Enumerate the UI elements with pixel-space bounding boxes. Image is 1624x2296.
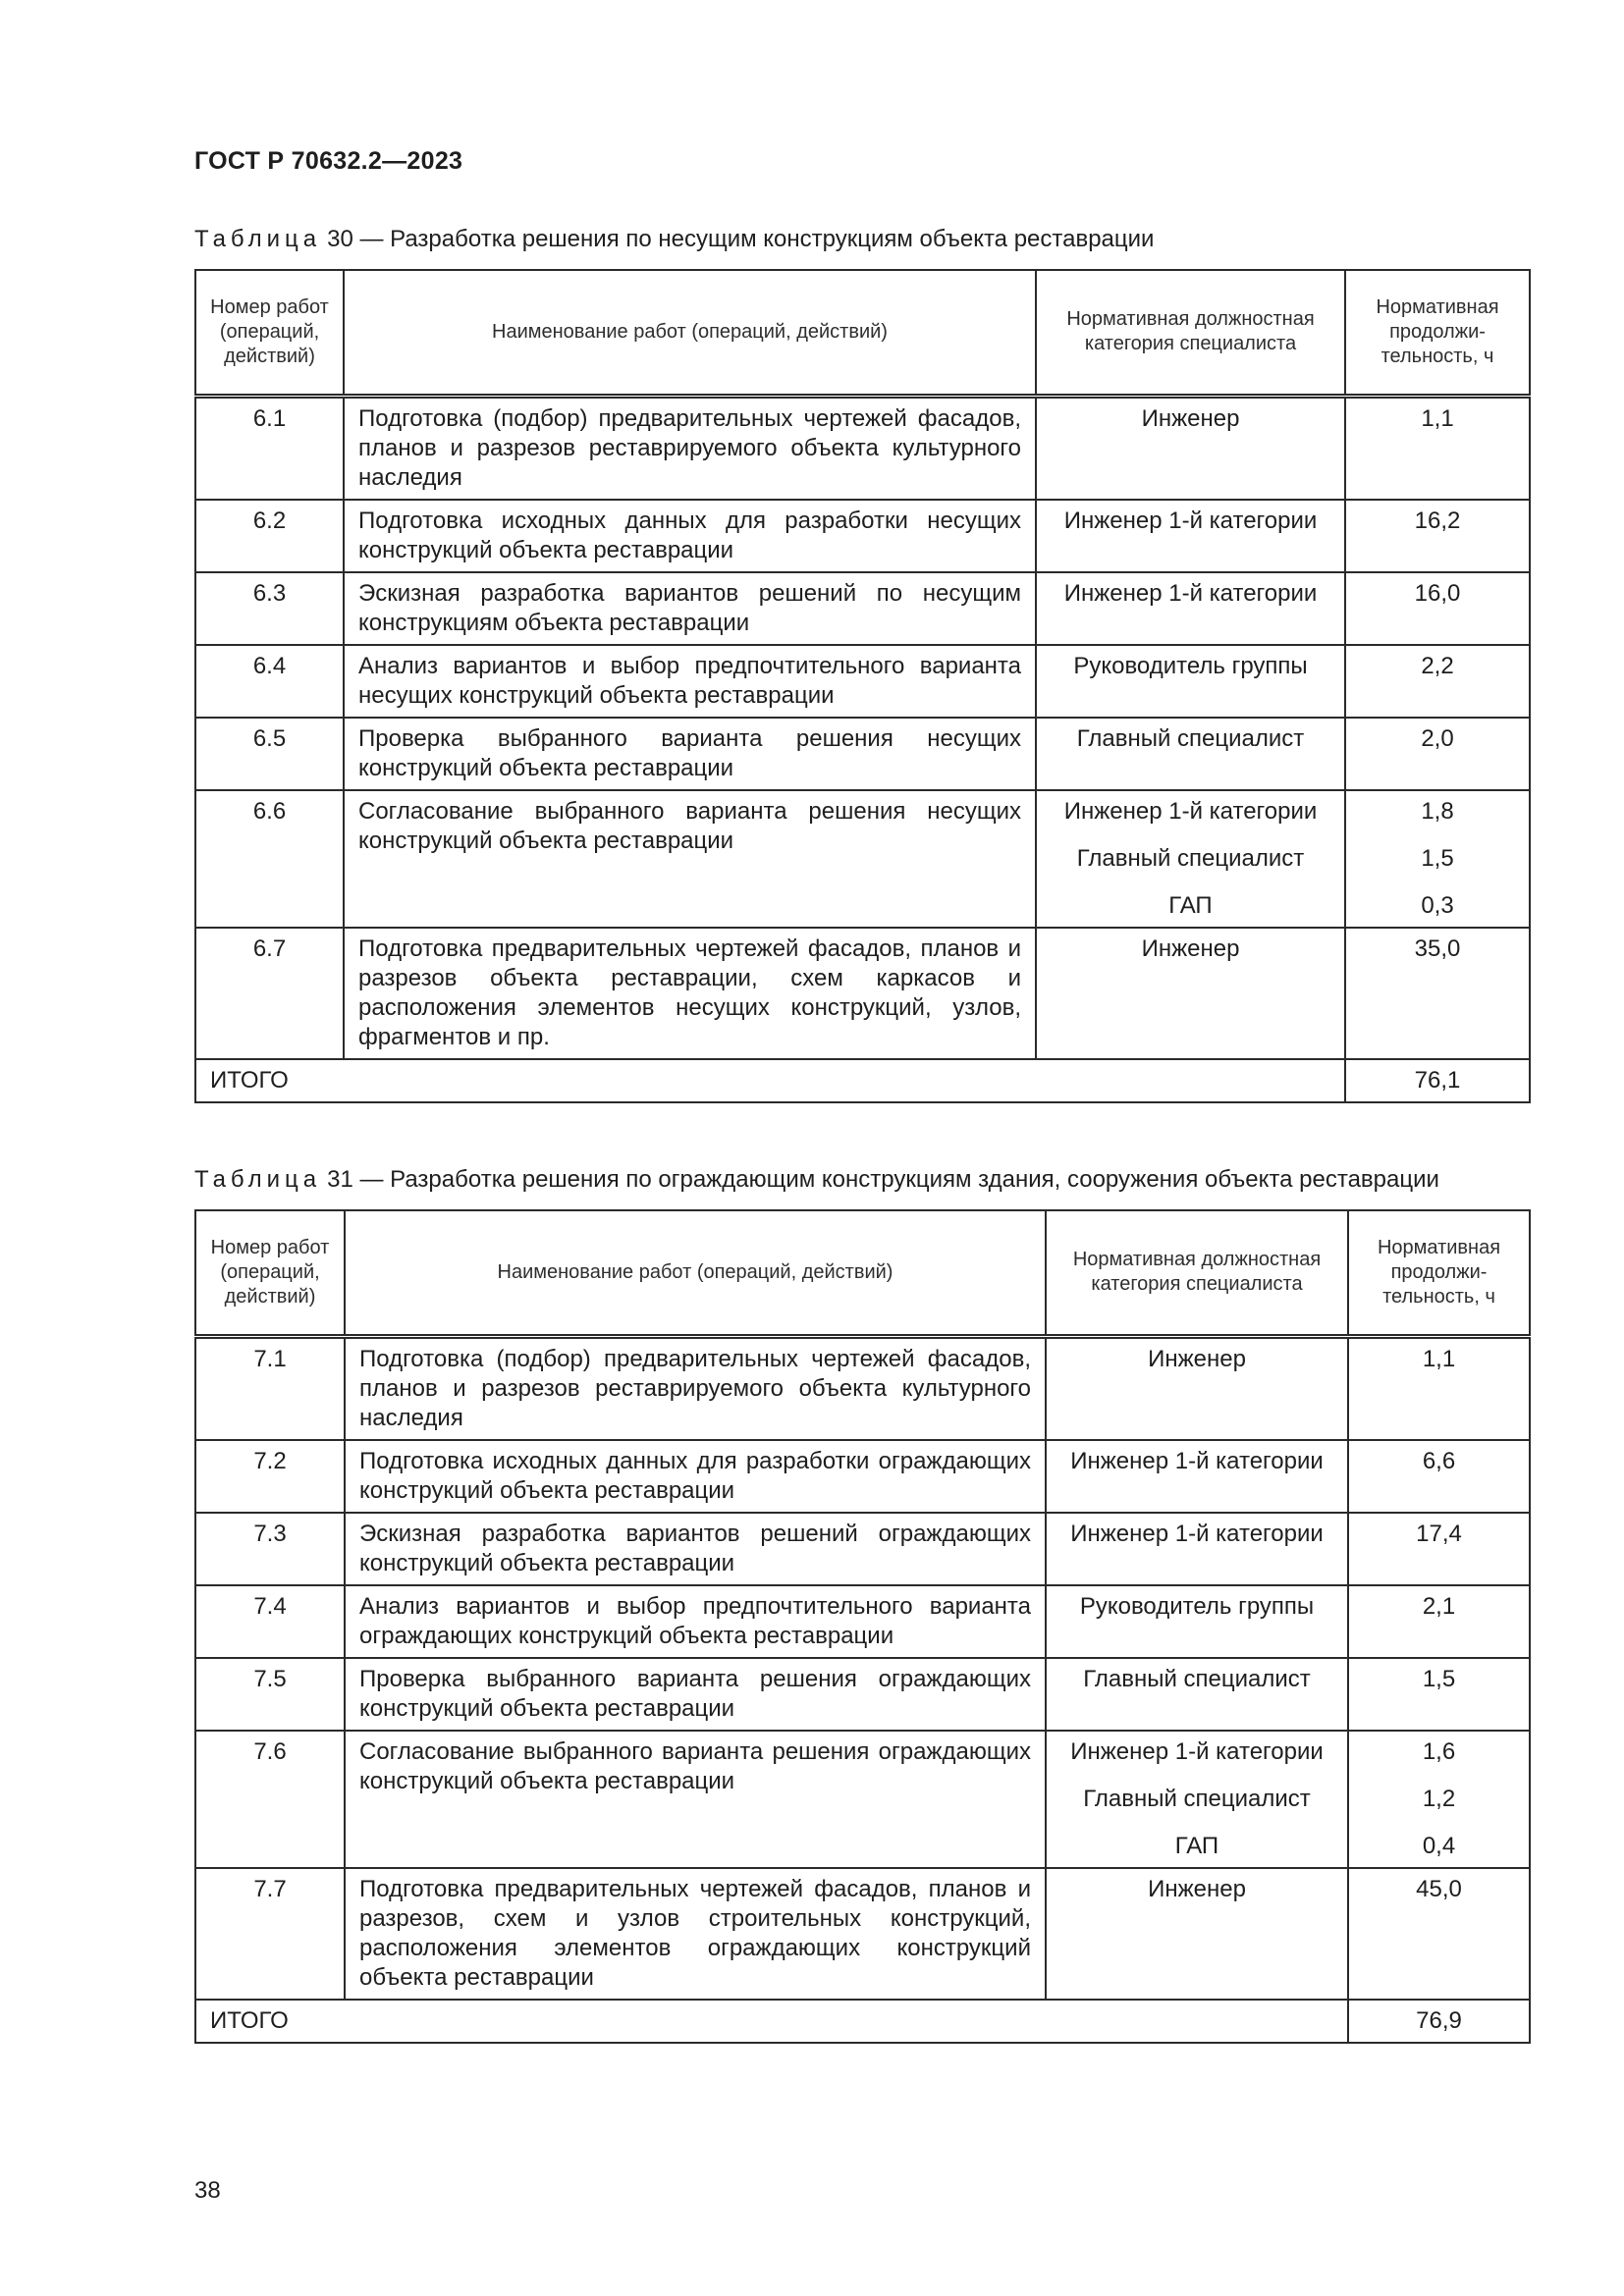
work-name: Эскизная разработка вариантов решений по несущим конструкциям объекта реставрации xyxy=(344,572,1036,645)
specialist-category xyxy=(1036,500,1345,572)
specialist-category-item: Руководитель группы xyxy=(1073,652,1308,679)
work-number: 6.4 xyxy=(195,645,344,718)
col-header-name: Наименование работ (операций, действий) xyxy=(344,270,1036,396)
specialist-category xyxy=(1036,572,1345,645)
normative-duration-item: 17,4 xyxy=(1416,1520,1462,1547)
normative-duration-item: 0,4 xyxy=(1422,1832,1456,1859)
total-row xyxy=(195,1059,1530,1102)
specialist-category xyxy=(1046,1658,1348,1731)
specialist-category-item: Инженер 1-й категории xyxy=(1063,507,1318,534)
work-number: 6.7 xyxy=(195,928,344,1059)
specialist-category-item: ГАП xyxy=(1174,1832,1219,1859)
normative-duration xyxy=(1345,645,1530,718)
normative-duration xyxy=(1345,500,1530,572)
total-value: 76,1 xyxy=(1345,1059,1530,1102)
total-value: 76,9 xyxy=(1348,2000,1530,2043)
normative-duration-item: 1,1 xyxy=(1422,1345,1456,1372)
work-name: Проверка выбранного варианта решения несущих конструкций объекта реставрации xyxy=(344,718,1036,790)
normative-duration xyxy=(1345,396,1530,500)
specialist-category-item: Инженер 1-й категории xyxy=(1063,579,1318,607)
specialist-category-item: Инженер 1-й категории xyxy=(1063,797,1318,825)
table-row xyxy=(195,396,1530,500)
work-name: Проверка выбранного варианта решения ограждающих конструкций объекта реставрации xyxy=(345,1658,1046,1731)
table-row xyxy=(195,1658,1530,1731)
specialist-category-item: Инженер 1-й категории xyxy=(1070,1447,1324,1474)
table-row xyxy=(195,790,1530,928)
table-31-caption-word: Таблица xyxy=(194,1166,322,1193)
table-row xyxy=(195,928,1530,1059)
normative-duration-item: 1,1 xyxy=(1421,404,1454,432)
work-name: Анализ вариантов и выбор предпочтительного варианта несущих конструкций объекта реставрации xyxy=(344,645,1036,718)
table-30-caption-text: 30 — Разработка решения по несущим конструкциям объекта реставрации xyxy=(327,226,1155,252)
document-header: ГОСТ Р 70632.2—2023 xyxy=(194,147,463,175)
normative-duration xyxy=(1345,928,1530,1059)
table-30-body xyxy=(195,396,1530,1102)
table-row xyxy=(195,572,1530,645)
col-header-name: Наименование работ (операций, действий) xyxy=(345,1210,1046,1336)
normative-duration xyxy=(1348,1336,1530,1440)
normative-duration-item: 45,0 xyxy=(1416,1875,1462,1902)
specialist-category xyxy=(1046,1336,1348,1440)
specialist-category xyxy=(1046,1731,1348,1868)
table-row xyxy=(195,1868,1530,2000)
table-30-caption xyxy=(194,226,1154,253)
work-name: Подготовка (подбор) предварительных чертежей фасадов, планов и разрезов реставрируемого объекта культурного наследия xyxy=(345,1336,1046,1440)
normative-duration xyxy=(1348,1440,1530,1513)
specialist-category-item: Главный специалист xyxy=(1083,1665,1311,1692)
specialist-category-item: Инженер 1-й категории xyxy=(1070,1737,1324,1765)
specialist-category-item: ГАП xyxy=(1168,891,1213,919)
specialist-category xyxy=(1036,718,1345,790)
specialist-category xyxy=(1046,1513,1348,1585)
normative-duration xyxy=(1348,1658,1530,1731)
table-row xyxy=(195,1585,1530,1658)
work-number: 7.1 xyxy=(195,1336,345,1440)
normative-duration xyxy=(1345,718,1530,790)
normative-duration-item: 35,0 xyxy=(1414,934,1461,962)
normative-duration-item: 1,2 xyxy=(1422,1785,1456,1812)
normative-duration xyxy=(1348,1585,1530,1658)
table-row xyxy=(195,1513,1530,1585)
specialist-category-item: Главный специалист xyxy=(1076,724,1305,752)
table-row xyxy=(195,1336,1530,1440)
normative-duration-item: 1,8 xyxy=(1421,797,1454,825)
work-name: Согласование выбранного варианта решения ограждающих конструкций объекта реставрации xyxy=(345,1731,1046,1868)
specialist-category-item: Инженер xyxy=(1148,1875,1246,1902)
normative-duration xyxy=(1348,1868,1530,2000)
table-31-body xyxy=(195,1336,1530,2043)
table-row xyxy=(195,500,1530,572)
normative-duration-item: 1,6 xyxy=(1422,1737,1456,1765)
work-number: 6.5 xyxy=(195,718,344,790)
specialist-category xyxy=(1046,1440,1348,1513)
normative-duration xyxy=(1345,572,1530,645)
specialist-category xyxy=(1036,928,1345,1059)
col-header-number: Номер работ (операций, действий) xyxy=(195,270,344,396)
col-header-duration: Нормативная продолжи-тельность, ч xyxy=(1348,1210,1530,1336)
table-row xyxy=(195,718,1530,790)
work-name: Подготовка исходных данных для разработки несущих конструкций объекта реставрации xyxy=(344,500,1036,572)
specialist-category-item: Инженер 1-й категории xyxy=(1070,1520,1324,1547)
normative-duration-item: 1,5 xyxy=(1422,1665,1456,1692)
table-31-header-row xyxy=(195,1210,1530,1336)
specialist-category xyxy=(1036,396,1345,500)
col-header-category: Нормативная должностная категория специалиста xyxy=(1036,270,1345,396)
normative-duration-item: 2,1 xyxy=(1422,1592,1456,1620)
table-31-caption-text: 31 — Разработка решения по ограждающим конструкциям здания, сооружения объекта реставрации xyxy=(327,1166,1439,1193)
normative-duration-item: 0,3 xyxy=(1421,891,1454,919)
table-30-header-row xyxy=(195,270,1530,396)
normative-duration-item: 16,2 xyxy=(1414,507,1461,534)
specialist-category xyxy=(1036,645,1345,718)
normative-duration-item: 1,5 xyxy=(1421,844,1454,872)
normative-duration-item: 2,2 xyxy=(1421,652,1454,679)
specialist-category-item: Инженер xyxy=(1141,404,1240,432)
normative-duration-item: 6,6 xyxy=(1422,1447,1456,1474)
specialist-category xyxy=(1046,1868,1348,2000)
specialist-category-item: Инженер xyxy=(1148,1345,1246,1372)
normative-duration xyxy=(1348,1731,1530,1868)
work-number: 6.2 xyxy=(195,500,344,572)
work-number: 7.3 xyxy=(195,1513,345,1585)
total-label: ИТОГО xyxy=(195,2000,1348,2043)
normative-duration-item: 2,0 xyxy=(1421,724,1454,752)
total-label: ИТОГО xyxy=(195,1059,1345,1102)
col-header-number: Номер работ (операций, действий) xyxy=(195,1210,345,1336)
specialist-category-item: Главный специалист xyxy=(1083,1785,1311,1812)
col-header-category: Нормативная должностная категория специалиста xyxy=(1046,1210,1348,1336)
table-row xyxy=(195,1440,1530,1513)
normative-duration-item: 16,0 xyxy=(1414,579,1461,607)
work-number: 7.5 xyxy=(195,1658,345,1731)
work-number: 6.3 xyxy=(195,572,344,645)
normative-duration xyxy=(1345,790,1530,928)
table-row xyxy=(195,1731,1530,1868)
specialist-category xyxy=(1046,1585,1348,1658)
work-name: Подготовка исходных данных для разработки ограждающих конструкций объекта реставрации xyxy=(345,1440,1046,1513)
normative-duration xyxy=(1348,1513,1530,1585)
work-number: 7.7 xyxy=(195,1868,345,2000)
work-name: Подготовка предварительных чертежей фасадов, планов и разрезов объекта реставрации, схем каркасов и расположения элементов несущих конструкций, узлов, фрагментов и пр. xyxy=(344,928,1036,1059)
work-name: Подготовка предварительных чертежей фасадов, планов и разрезов, схем и узлов строительных конструкций, расположения элементов ограждающих конструкций объекта реставрации xyxy=(345,1868,1046,2000)
col-header-duration: Нормативная продолжи-тельность, ч xyxy=(1345,270,1530,396)
specialist-category xyxy=(1036,790,1345,928)
work-number: 7.6 xyxy=(195,1731,345,1868)
table-30 xyxy=(194,269,1531,1103)
work-name: Подготовка (подбор) предварительных чертежей фасадов, планов и разрезов реставрируемого объекта культурного наследия xyxy=(344,396,1036,500)
work-number: 7.4 xyxy=(195,1585,345,1658)
total-row xyxy=(195,2000,1530,2043)
table-31-caption xyxy=(194,1166,1439,1194)
table-30-caption-word: Таблица xyxy=(194,226,322,252)
work-number: 6.1 xyxy=(195,396,344,500)
work-name: Эскизная разработка вариантов решений ограждающих конструкций объекта реставрации xyxy=(345,1513,1046,1585)
work-name: Согласование выбранного варианта решения несущих конструкций объекта реставрации xyxy=(344,790,1036,928)
specialist-category-item: Инженер xyxy=(1141,934,1240,962)
table-31 xyxy=(194,1209,1531,2044)
page-number: 38 xyxy=(194,2177,221,2204)
work-number: 7.2 xyxy=(195,1440,345,1513)
table-row xyxy=(195,645,1530,718)
work-name: Анализ вариантов и выбор предпочтительного варианта ограждающих конструкций объекта реставрации xyxy=(345,1585,1046,1658)
specialist-category-item: Главный специалист xyxy=(1076,844,1305,872)
specialist-category-item: Руководитель группы xyxy=(1079,1592,1315,1620)
work-number: 6.6 xyxy=(195,790,344,928)
